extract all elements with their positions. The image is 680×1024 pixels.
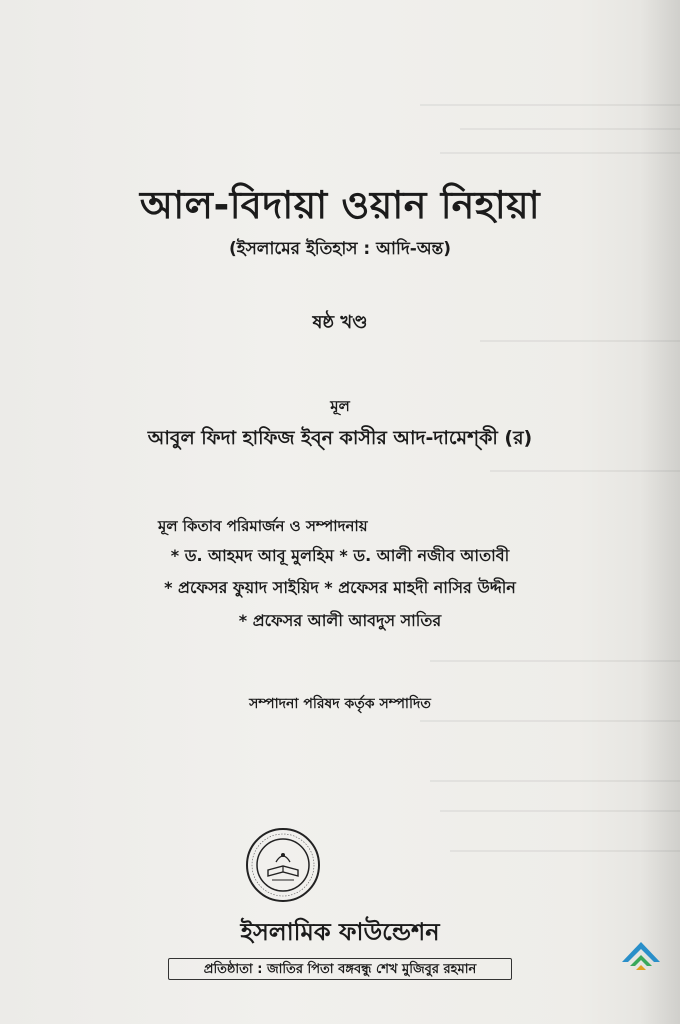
binding-shadow xyxy=(640,0,680,1024)
publisher-name: ইসলামিক ফাউন্ডেশন xyxy=(240,918,440,946)
book-title: আল-বিদায়া ওয়ান নিহায়া xyxy=(139,183,541,227)
editor-line: * প্রফেসর আলী আবদুস সাতির xyxy=(238,611,442,630)
council-note: সম্পাদনা পরিষদ কর্তৃক সম্পাদিত xyxy=(249,696,431,712)
corner-logo-icon xyxy=(618,936,664,976)
book-subtitle: (ইসলামের ইতিহাস : আদি-অন্ত) xyxy=(228,239,452,259)
original-label: মূল xyxy=(330,397,350,415)
volume-label: ষষ্ঠ খণ্ড xyxy=(312,312,368,333)
islamic-foundation-seal-icon xyxy=(244,826,322,904)
editing-label: মূল কিতাব পরিমার্জন ও সম্পাদনায় xyxy=(158,517,368,535)
editor-line: * প্রফেসর ফুয়াদ সাইয়িদ * প্রফেসর মাহদী নাসির উদ্দীন xyxy=(164,578,516,597)
editor-line: * ড. আহমদ আবূ মুলহিম * ড. আলী নজীব আতাবী xyxy=(170,546,510,565)
founder-note: প্রতিষ্ঠাতা : জাতির পিতা বঙ্গবন্ধু শেখ মুজিবুর রহমান xyxy=(168,958,512,980)
author-name: আবুল ফিদা হাফিজ ইব্‌ন কাসীর আদ-দামেশ্‌কী (র) xyxy=(147,427,533,449)
